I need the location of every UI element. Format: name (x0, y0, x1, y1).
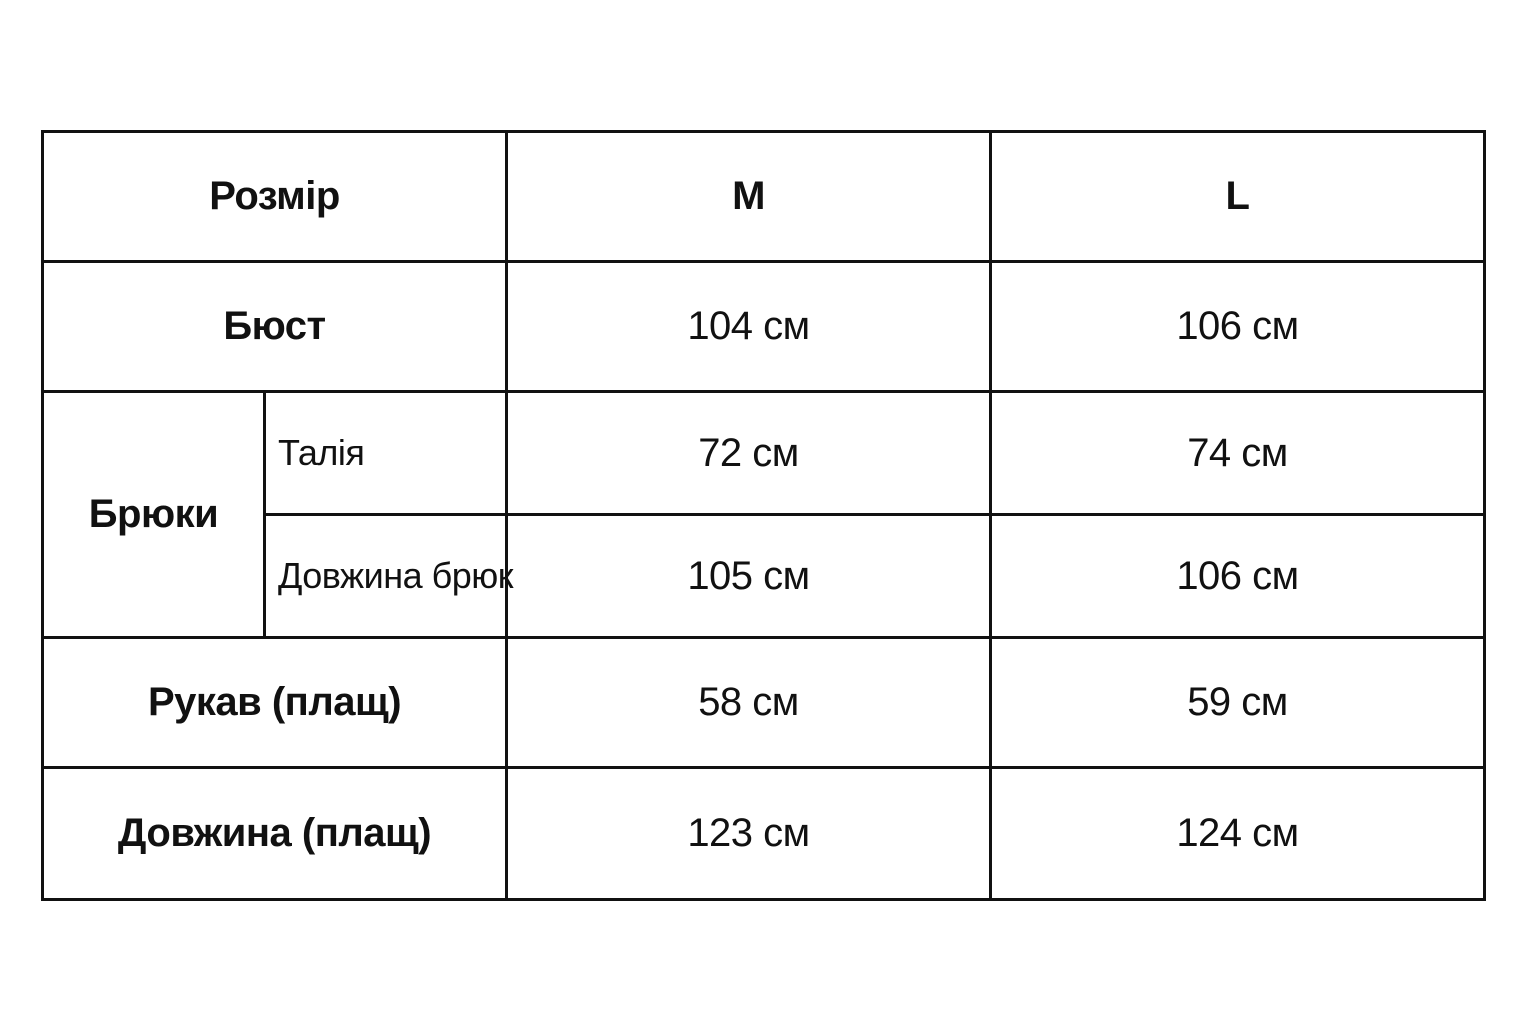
trousers-label: Брюки (43, 392, 265, 638)
coat-length-value-l: 124 см (991, 768, 1485, 900)
table-row-waist (43, 392, 1485, 515)
size-chart-table (41, 130, 1486, 901)
coat-length-value-m: 123 см (507, 768, 991, 900)
sleeve-label: Рукав (плащ) (43, 638, 507, 768)
header-row (43, 132, 1485, 262)
sleeve-value-m: 58 см (507, 638, 991, 768)
trouser-length-value-l: 106 см (991, 515, 1485, 638)
bust-label: Бюст (43, 262, 507, 392)
sleeve-value-l: 59 см (991, 638, 1485, 768)
table-row-bust (43, 262, 1485, 392)
coat-length-label: Довжина (плащ) (43, 768, 507, 900)
header-size-l: L (991, 132, 1485, 262)
header-size-m: M (507, 132, 991, 262)
table-row-sleeve (43, 638, 1485, 768)
header-size-label: Розмір (43, 132, 507, 262)
bust-value-l: 106 см (991, 262, 1485, 392)
waist-value-l: 74 см (991, 392, 1485, 515)
bust-value-m: 104 см (507, 262, 991, 392)
waist-label: Талія (265, 392, 507, 515)
trouser-length-value-m: 105 см (507, 515, 991, 638)
table-row-coat-length (43, 768, 1485, 900)
waist-value-m: 72 см (507, 392, 991, 515)
trouser-length-label: Довжина брюк (265, 515, 507, 638)
